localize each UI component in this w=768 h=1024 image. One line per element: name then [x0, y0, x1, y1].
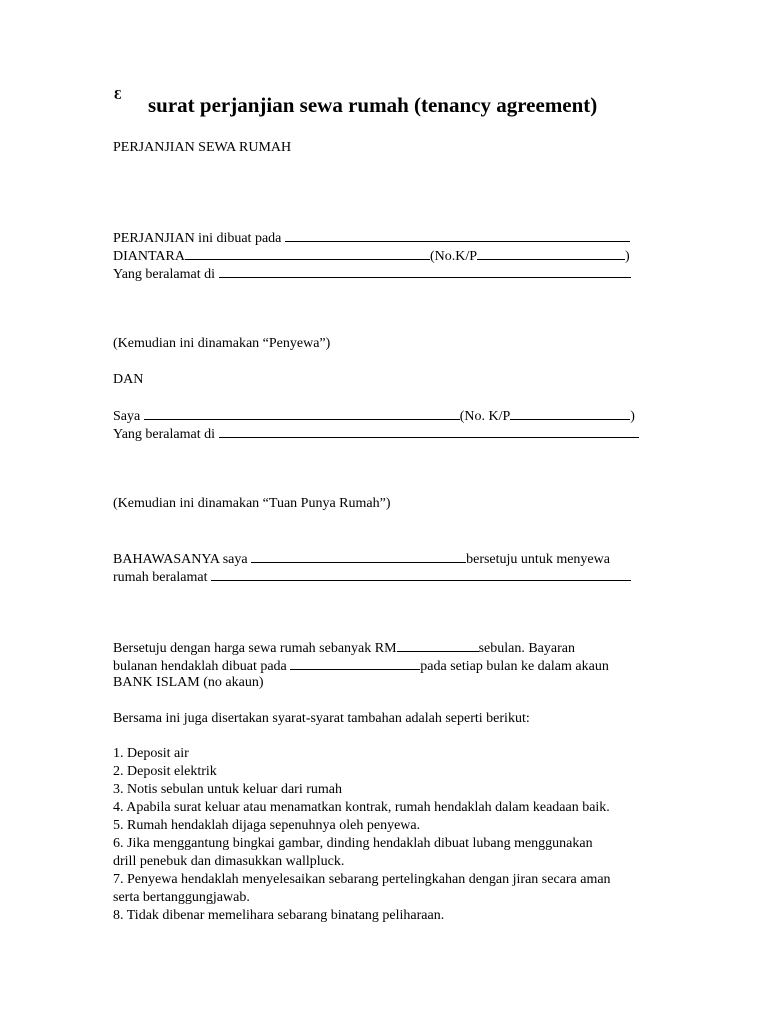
made-on-line [113, 228, 630, 248]
whereas-label: BAHAWASANYA saya [113, 552, 248, 567]
whereas-line [113, 549, 610, 569]
payment-date-blank[interactable] [290, 656, 420, 670]
rent-suffix: sebulan. Bayaran [478, 641, 575, 656]
rent-amount-blank[interactable] [397, 638, 479, 652]
term-item: 1. Deposit air [113, 746, 189, 761]
landlord-id-close: ) [630, 409, 635, 424]
rent-line [113, 638, 575, 658]
whereas-agree-text: bersetuju untuk menyewa [466, 552, 610, 567]
payment-date-suffix: pada setiap bulan ke dalam akaun [420, 659, 609, 674]
house-address-label: rumah beralamat [113, 570, 208, 585]
payment-date-label: bulanan hendaklah dibuat pada [113, 659, 287, 674]
landlord-name-label: Saya [113, 409, 141, 424]
term-item: 7. Penyewa hendaklah menyelesaikan sebarang pertelingkahan dengan jiran secara aman [113, 872, 611, 887]
landlord-address-blank[interactable] [219, 424, 639, 438]
term-item: 5. Rumah hendaklah dijaga sepenuhnya oleh penyewa. [113, 818, 421, 833]
landlord-id-label: (No. K/P [459, 409, 511, 424]
landlord-id-blank[interactable] [510, 406, 630, 420]
tenant-id-close: ) [625, 249, 630, 264]
landlord-address-label: Yang beralamat di [113, 427, 215, 442]
between-line [113, 246, 630, 266]
house-address-line [113, 567, 631, 587]
date-blank[interactable] [285, 228, 630, 242]
tenant-id-label: (No.K/P [429, 249, 478, 264]
house-address-blank[interactable] [211, 567, 631, 581]
tenant-address-line [113, 264, 631, 284]
tenant-address-label: Yang beralamat di [113, 267, 215, 282]
title-mark: Ɛ [114, 88, 122, 103]
tenant-id-blank[interactable] [477, 246, 625, 260]
term-item: 3. Notis sebulan untuk keluar dari rumah [113, 782, 343, 797]
made-on-label: PERJANJIAN ini dibuat pada [113, 231, 282, 246]
between-label: DIANTARA [113, 249, 185, 264]
whereas-name-blank[interactable] [251, 549, 466, 563]
tenant-address-blank[interactable] [219, 264, 631, 278]
landlord-alias: (Kemudian ini dinamakan “Tuan Punya Rumah”) [113, 496, 391, 511]
agreement-heading: PERJANJIAN SEWA RUMAH [113, 140, 292, 155]
term-item: 8. Tidak dibenar memelihara sebarang binatang peliharaan. [113, 908, 445, 923]
document-title: surat perjanjian sewa rumah (tenancy agreement) [148, 93, 598, 117]
landlord-line [113, 406, 635, 426]
landlord-name-blank[interactable] [144, 406, 460, 420]
term-item-continued: serta bertanggungjawab. [113, 890, 250, 905]
term-item: 2. Deposit elektrik [113, 764, 217, 779]
term-item: 4. Apabila surat keluar atau menamatkan kontrak, rumah hendaklah dalam keadaan baik. [113, 800, 610, 815]
rent-label: Bersetuju dengan harga sewa rumah sebanyak RM [113, 641, 397, 656]
term-item: 6. Jika menggantung bingkai gambar, dinding hendaklah dibuat lubang menggunakan [113, 836, 593, 851]
bank-line: BANK ISLAM (no akaun) [113, 675, 264, 690]
term-item-continued: drill penebuk dan dimasukkan wallpluck. [113, 854, 345, 869]
tenant-name-blank[interactable] [185, 246, 430, 260]
and-label: DAN [113, 372, 144, 387]
payment-date-line [113, 656, 609, 676]
terms-intro: Bersama ini juga disertakan syarat-syarat tambahan adalah seperti berikut: [113, 711, 530, 726]
tenant-alias: (Kemudian ini dinamakan “Penyewa”) [113, 336, 331, 351]
landlord-address-line [113, 424, 639, 444]
